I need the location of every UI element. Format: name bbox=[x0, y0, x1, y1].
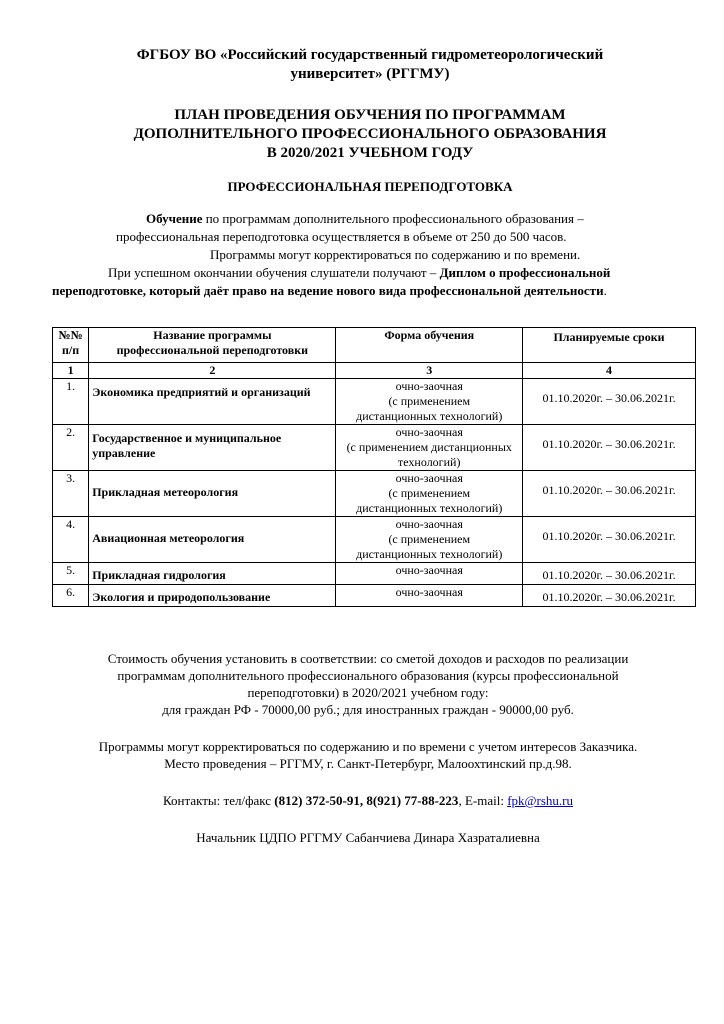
form-line: дистанционных технологий) bbox=[356, 547, 503, 561]
intro-line-1 bbox=[52, 210, 684, 228]
header-name-line-1: Название программы bbox=[153, 328, 272, 342]
plan-title bbox=[60, 106, 680, 163]
contacts-line bbox=[52, 792, 684, 809]
row-num: 1. bbox=[53, 379, 89, 425]
row-form bbox=[336, 585, 523, 607]
intro-line-2: профессиональная переподготовка осуществляется в объеме от 250 до 500 часов. bbox=[116, 229, 567, 244]
row-dates-cell bbox=[523, 471, 696, 517]
programs-table bbox=[52, 327, 696, 607]
cost-line-4: для граждан РФ - 70000,00 руб.; для иностранных граждан - 90000,00 руб. bbox=[162, 702, 574, 717]
header-name-line-2: профессиональной переподготовки bbox=[116, 343, 309, 357]
intro-line-4-text: При успешном окончании обучения слушатели получают – bbox=[108, 265, 440, 280]
table-row bbox=[53, 379, 696, 425]
program-name: Экономика предприятий и организаций bbox=[92, 385, 311, 399]
intro-line-1-text: по программам дополнительного профессионального образования – bbox=[202, 211, 584, 226]
table-row bbox=[53, 425, 696, 471]
plan-line-3: В 2020/2021 УЧЕБНОМ ГОДУ bbox=[266, 145, 474, 161]
row-dates-cell bbox=[523, 517, 696, 563]
intro-paragraph bbox=[52, 210, 684, 300]
intro-line-5-end: . bbox=[603, 283, 607, 298]
venue-line: Место проведения – РГГМУ, г. Санкт-Петербург, Малоохтинский пр.д.98. bbox=[164, 756, 572, 771]
form-line: очно-заочная bbox=[395, 471, 463, 485]
contacts-phones: (812) 372-50-91, 8(921) 77-88-223 bbox=[274, 793, 459, 808]
organization-title bbox=[60, 46, 680, 84]
program-name: Государственное и муниципальное управление bbox=[92, 431, 282, 460]
intro-bold-word: Обучение bbox=[146, 211, 203, 226]
row-dates-cell bbox=[523, 379, 696, 425]
org-line-2: университет» (РГГМУ) bbox=[290, 66, 450, 82]
plan-line-2: ДОПОЛНИТЕЛЬНОГО ПРОФЕССИОНАЛЬНОГО ОБРАЗОВАНИЯ bbox=[133, 126, 607, 142]
section-subtitle: ПРОФЕССИОНАЛЬНАЯ ПЕРЕПОДГОТОВКА bbox=[227, 179, 513, 194]
index-cell: 1 bbox=[53, 363, 89, 379]
program-name: Прикладная гидрология bbox=[92, 568, 226, 582]
row-num: 3. bbox=[53, 471, 89, 517]
row-form bbox=[336, 379, 523, 425]
form-line: очно-заочная bbox=[395, 425, 463, 439]
row-name-cell bbox=[89, 563, 336, 585]
form-line: очно-заочная bbox=[395, 563, 463, 577]
table-row bbox=[53, 471, 696, 517]
row-form bbox=[336, 517, 523, 563]
table-row bbox=[53, 563, 696, 585]
intro-line-3: Программы могут корректироваться по содержанию и по времени. bbox=[210, 247, 581, 262]
table-index-row bbox=[53, 363, 696, 379]
footer-block bbox=[52, 650, 684, 846]
org-line-1: ФГБОУ ВО «Российский государственный гидрометеорологический bbox=[136, 47, 604, 63]
row-form bbox=[336, 563, 523, 585]
index-cell: 2 bbox=[89, 363, 336, 379]
cost-line-2: программам дополнительного профессионального образования (курсы профессиональной bbox=[117, 668, 619, 683]
form-line: (с применением bbox=[388, 486, 471, 500]
index-cell: 3 bbox=[336, 363, 523, 379]
contacts-label: Контакты: тел/факс bbox=[163, 793, 275, 808]
row-num: 4. bbox=[53, 517, 89, 563]
header-dates: Планируемые сроки bbox=[523, 328, 696, 363]
form-line: технологий) bbox=[398, 455, 461, 469]
row-dates: 01.10.2020г. – 30.06.2021г. bbox=[542, 590, 676, 604]
row-dates: 01.10.2020г. – 30.06.2021г. bbox=[542, 568, 676, 582]
form-line: дистанционных технологий) bbox=[356, 501, 503, 515]
program-name: Экология и природопользование bbox=[92, 590, 271, 604]
header-form: Форма обучения bbox=[336, 328, 523, 363]
header-num: №№ п/п bbox=[53, 328, 89, 363]
head-signature: Начальник ЦДПО РГГМУ Сабанчиева Динара Хазраталиевна bbox=[196, 830, 540, 845]
email-link[interactable]: fpk@rshu.ru bbox=[507, 793, 573, 808]
row-num: 5. bbox=[53, 563, 89, 585]
row-dates-cell bbox=[523, 563, 696, 585]
intro-line-5 bbox=[52, 282, 684, 300]
row-num: 2. bbox=[53, 425, 89, 471]
row-name-cell bbox=[89, 379, 336, 425]
program-name: Прикладная метеорология bbox=[92, 485, 239, 499]
table-header-row bbox=[53, 328, 696, 363]
diploma-text-cont: переподготовке, который даёт право на ведение нового вида профессиональной деятельности bbox=[52, 283, 604, 298]
row-name-cell bbox=[89, 585, 336, 607]
row-dates-cell bbox=[523, 585, 696, 607]
cost-line-1: Стоимость обучения установить в соответствии: со сметой доходов и расходов по реализации bbox=[107, 651, 629, 666]
row-form bbox=[336, 425, 523, 471]
row-name-cell bbox=[89, 517, 336, 563]
form-line: (с применением bbox=[388, 532, 471, 546]
table-row bbox=[53, 517, 696, 563]
row-dates: 01.10.2020г. – 30.06.2021г. bbox=[542, 437, 676, 451]
programs-note: Программы могут корректироваться по содержанию и по времени с учетом интересов Заказчика. bbox=[98, 739, 638, 754]
form-line: очно-заочная bbox=[395, 379, 463, 393]
header-name bbox=[89, 328, 336, 363]
plan-line-1: ПЛАН ПРОВЕДЕНИЯ ОБУЧЕНИЯ ПО ПРОГРАММАМ bbox=[174, 107, 566, 123]
table-row bbox=[53, 585, 696, 607]
row-name-cell bbox=[89, 471, 336, 517]
row-num: 6. bbox=[53, 585, 89, 607]
cost-line-3: переподготовки) в 2020/2021 учебном году: bbox=[247, 685, 489, 700]
row-dates: 01.10.2020г. – 30.06.2021г. bbox=[542, 483, 676, 497]
form-line: очно-заочная bbox=[395, 585, 463, 599]
form-line: (с применением bbox=[388, 394, 471, 408]
row-dates: 01.10.2020г. – 30.06.2021г. bbox=[542, 529, 676, 543]
diploma-text: Диплом о профессиональной bbox=[439, 265, 611, 280]
row-dates-cell bbox=[523, 425, 696, 471]
row-name-cell bbox=[89, 425, 336, 471]
program-name: Авиационная метеорология bbox=[92, 531, 245, 545]
form-line: дистанционных технологий) bbox=[356, 409, 503, 423]
intro-line-4 bbox=[52, 264, 684, 282]
form-line: очно-заочная bbox=[395, 517, 463, 531]
contacts-email-label: , E-mail: bbox=[458, 793, 508, 808]
index-cell: 4 bbox=[523, 363, 696, 379]
row-dates: 01.10.2020г. – 30.06.2021г. bbox=[542, 391, 676, 405]
row-form bbox=[336, 471, 523, 517]
form-line: (с применением дистанционных bbox=[346, 440, 512, 454]
